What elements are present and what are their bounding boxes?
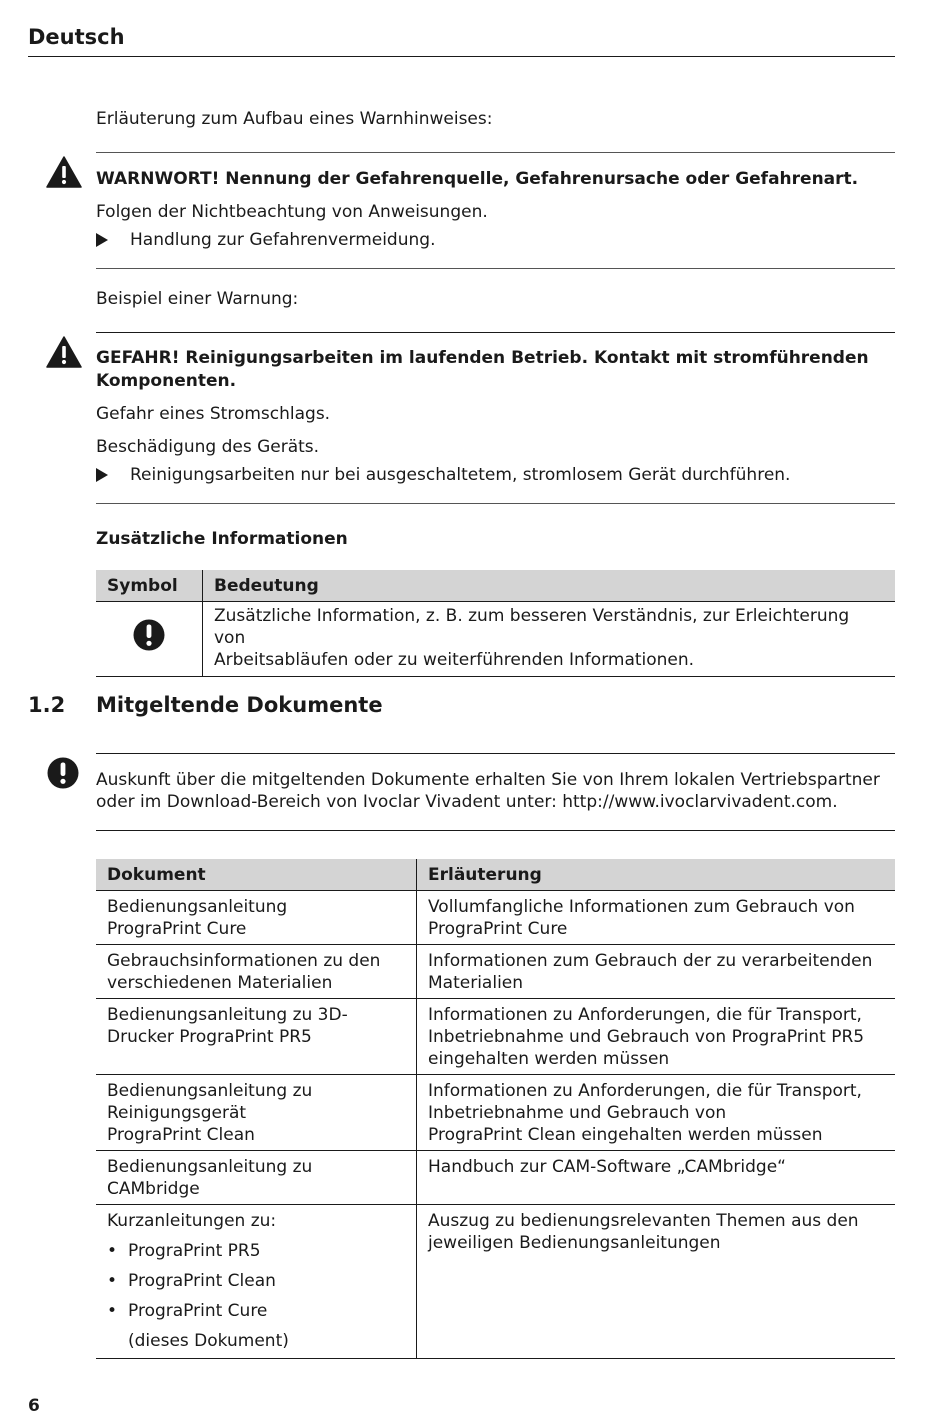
table-row <box>96 602 895 677</box>
table-header-row <box>96 859 895 891</box>
cell-line: PrograPrint Clean <box>107 1125 255 1145</box>
table-row <box>96 1151 895 1205</box>
warning-action: Handlung zur Gefahrenvermeidung. <box>130 230 436 250</box>
danger-title-line1: GEFAHR! Reinigungsarbeiten im laufenden Betrieb. Kontakt mit stromführenden <box>96 348 869 368</box>
cell-line: PrograPrint Clean eingehalten werden müssen <box>428 1125 823 1145</box>
bullet-dot-icon: • <box>107 1301 118 1321</box>
note-line1: Auskunft über die mitgeltenden Dokumente erhalten Sie von Ihrem lokalen Vertriebspartner <box>96 770 880 790</box>
symbol-meaning-line2: Arbeitsabläufen oder zu weiterführenden Informationen. <box>214 650 695 670</box>
cell-line: Inbetriebnahme und Gebrauch von PrograPrint PR5 <box>428 1027 865 1047</box>
cell-line: Gebrauchsinformationen zu den <box>107 951 381 971</box>
danger-title-line2: Komponenten. <box>96 371 237 391</box>
arrow-bullet-icon <box>96 233 108 247</box>
column-header: Bedeutung <box>203 570 896 602</box>
column-header: Dokument <box>96 859 417 891</box>
danger-consequence-2: Beschädigung des Geräts. <box>96 437 320 457</box>
symbol-table <box>96 570 895 677</box>
example-intro: Beispiel einer Warnung: <box>96 289 299 309</box>
list-item: • PrograPrint Clean <box>107 1271 276 1291</box>
list-item: • PrograPrint PR5 <box>107 1241 261 1261</box>
cell-line: Bedienungsanleitung <box>107 897 288 917</box>
cell-line: Drucker PrograPrint PR5 <box>107 1027 312 1047</box>
intro-text: Erläuterung zum Aufbau eines Warnhinweises: <box>96 109 493 129</box>
table-row <box>96 1075 895 1151</box>
danger-action: Reinigungsarbeiten nur bei ausgeschaltetem, stromlosem Gerät durchführen. <box>130 465 791 485</box>
cell-line: PrograPrint Cure <box>428 919 568 939</box>
warning-consequence: Folgen der Nichtbeachtung von Anweisungen. <box>96 202 488 222</box>
bullet-dot-icon: • <box>107 1271 118 1291</box>
divider <box>96 152 895 153</box>
additional-info-heading: Zusätzliche Informationen <box>96 529 348 549</box>
cell-line: Informationen zu Anforderungen, die für Transport, <box>428 1081 862 1101</box>
cell-line: Inbetriebnahme und Gebrauch von <box>428 1103 727 1123</box>
cell-line: jeweiligen Bedienungsanleitungen <box>428 1233 721 1253</box>
note-line2: oder im Download-Bereich von Ivoclar Vivadent unter: http://www.ivoclarvivadent.com. <box>96 792 838 812</box>
list-item: • PrograPrint Cure <box>107 1301 268 1321</box>
list-item-note: (dieses Dokument) <box>128 1331 289 1351</box>
cell-line: Kurzanleitungen zu: <box>107 1211 277 1231</box>
table-row <box>96 945 895 999</box>
section-title: Mitgeltende Dokumente <box>96 693 383 717</box>
divider <box>96 332 895 333</box>
header-title: Deutsch <box>28 25 125 49</box>
table-row <box>96 999 895 1075</box>
cell-line: Bedienungsanleitung zu 3D- <box>107 1005 348 1025</box>
page-number: 6 <box>28 1396 40 1416</box>
cell-line: Handbuch zur CAM-Software „CAMbridge“ <box>428 1157 786 1177</box>
bullet-dot-icon: • <box>107 1241 118 1261</box>
cell-line: PrograPrint Cure <box>107 919 247 939</box>
table-row <box>96 1205 895 1359</box>
table-header-row <box>96 570 895 602</box>
cell-line: Materialien <box>428 973 524 993</box>
cell-line: Bedienungsanleitung zu <box>107 1157 313 1177</box>
cell-line: Reinigungsgerät <box>107 1103 247 1123</box>
cell-line: verschiedenen Materialien <box>107 973 333 993</box>
cell-line: Bedienungsanleitung zu <box>107 1081 313 1101</box>
divider <box>96 830 895 831</box>
cell-line: CAMbridge <box>107 1179 200 1199</box>
warning-triangle-icon <box>46 156 82 188</box>
section-number: 1.2 <box>28 693 66 717</box>
divider <box>96 753 895 754</box>
documents-table <box>96 859 895 1359</box>
danger-action-item <box>96 464 790 486</box>
warning-triangle-icon <box>46 336 82 368</box>
info-exclamation-icon <box>133 619 165 651</box>
warning-action-item <box>96 229 435 251</box>
symbol-meaning-line1: Zusätzliche Information, z. B. zum besseren Verständnis, zur Erleichterung von <box>214 606 850 648</box>
table-row <box>96 891 895 945</box>
cell-line: Informationen zu Anforderungen, die für Transport, <box>428 1005 862 1025</box>
cell-line: eingehalten werden müssen <box>428 1049 670 1069</box>
info-exclamation-icon <box>47 757 79 789</box>
danger-consequence-1: Gefahr eines Stromschlags. <box>96 404 331 424</box>
cell-line: Auszug zu bedienungsrelevanten Themen aus den <box>428 1211 859 1231</box>
warning-title: WARNWORT! Nennung der Gefahrenquelle, Gefahrenursache oder Gefahrenart. <box>96 169 859 189</box>
divider <box>96 503 895 504</box>
header-rule <box>28 56 895 57</box>
column-header: Symbol <box>96 570 203 602</box>
column-header: Erläuterung <box>417 859 896 891</box>
divider <box>96 268 895 269</box>
cell-line: Informationen zum Gebrauch der zu verarbeitenden <box>428 951 873 971</box>
arrow-bullet-icon <box>96 468 108 482</box>
cell-line: Vollumfangliche Informationen zum Gebrauch von <box>428 897 855 917</box>
